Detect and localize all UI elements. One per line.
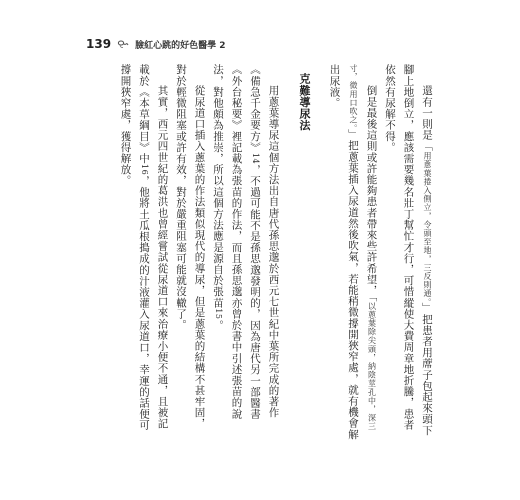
text-span: ，他將土瓜根搗成的汁液灌入尿道口，幸運的話便可撐開狹窄處，獲得解放。 (119, 64, 150, 431)
paragraph (209, 64, 283, 440)
section-heading: 克難導尿法 (298, 72, 311, 131)
text-span: 倒是最後這則或許能夠患者帶來些許希望，「 (365, 85, 378, 302)
sperm-icon (117, 38, 129, 50)
footnote-marker: 15 (214, 308, 223, 320)
footnote-marker: 14 (251, 152, 260, 165)
text-span: ，不過可能不是孫思邈發明的，因為唐代另一部醫書《外台秘要》裡記載為張苗的作法，而且孫思邈亦曾於書中引述張苗的說法，對他頗為推崇，所以這個方法應是源自於張苗 (212, 64, 261, 420)
text-span: 」把患者用蓆子包起來頭下腳上地倒立，應該需要幾名壯丁幫忙才行，可惜縱使大費周章地折騰，患者依然有尿解不得。 (384, 64, 433, 436)
text-span: 用蔥葉導尿這個方法出自唐代孫思邈於西元七世紀中葉所完成的著作《備急千金要方》 (249, 64, 280, 418)
quoted-text: 用蔥葉捲入側立，令頭至地，三反則通。 (423, 151, 432, 303)
footnote-marker: 16 (140, 163, 149, 176)
paragraph (325, 64, 381, 440)
book-title: 臉紅心跳的好色醫學 2 (135, 40, 226, 51)
text-span: 還有一則是「 (421, 85, 433, 152)
paragraph (381, 64, 437, 440)
text-span: 」把蔥葉插入尿道然後吹氣，若能稍微撐開狹窄處，就有機會解出尿液。 (328, 64, 359, 440)
page-number: 139 (86, 37, 112, 51)
page-header (86, 34, 436, 54)
text-span: 從尿道口插入蔥葉的作法類似現代的導尿，但是蔥葉的結構不甚牢固，對於輕微阻塞或許有效，對於嚴重阻塞可能就沒轍了。 (175, 64, 206, 430)
text-span: 。 (212, 319, 224, 331)
text-body (86, 64, 436, 440)
paragraph (172, 64, 209, 440)
text-span: 其實，西元四世紀的葛洪也曾經嘗試從尿道口來治療小便不通，且被記載於《本草綱目》中 (138, 64, 169, 430)
paragraph (116, 64, 172, 440)
quoted-text: 以蔥葉除尖頭，納陰莖孔中，深三寸，微用口吹之。 (349, 64, 377, 431)
